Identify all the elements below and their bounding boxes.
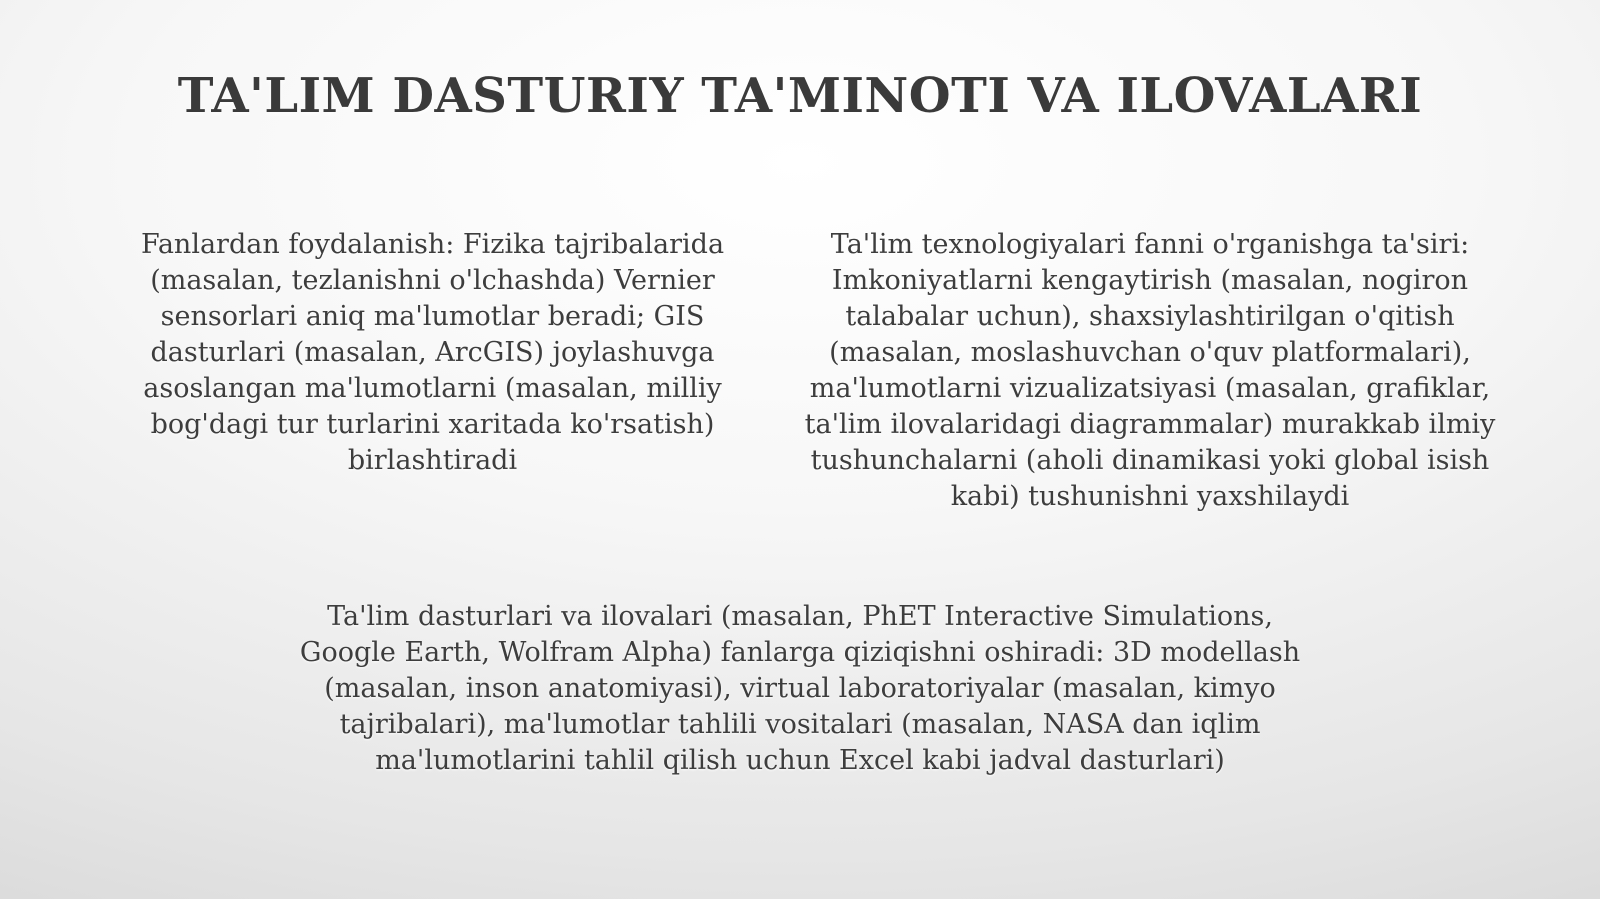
left-text-block: Fanlardan foydalanish: Fizika tajribalarida (masalan, tezlanishni o'lchashda) Vernier sensorlari aniq ma'lumotlar beradi; GIS dasturlari (masalan, ArcGIS) joylashuvga asoslangan ma'lumotlarni (masalan, milliy bog'dagi tur turlarini xaritada ko'rsatish) birlashtiradi bbox=[140, 229, 725, 476]
right-text-block: Ta'lim texnologiyalari fanni o'rganishga ta'siri: Imkoniyatlarni kengaytirish (masalan, nogiron talabalar uchun), shaxsiylashtirilgan o'qitish (masalan, moslashuvchan o'quv platformalari), ma'lumotlarni vizualizatsiyasi (masalan, grafiklar, ta'lim ilovalaridagi diagrammalar) murakkab ilmiy tushunchalarni (aholi dinamikasi yoki global isish kabi) tushunishni yaxshilaydi bbox=[804, 229, 1496, 512]
bottom-text-block: Ta'lim dasturlari va ilovalari (masalan, PhET Interactive Simulations, Google Earth, Wolfram Alpha) fanlarga qiziqishni oshiradi: 3D modellash (masalan, inson anatomiyasi), virtual laboratoriyalar (masalan, kimyo tajribalari), ma'lumotlar tahlili vositalari (masalan, NASA dan iqlim ma'lumotlarini tahlil qilish uchun Excel kabi jadval dasturlari) bbox=[299, 601, 1301, 776]
slide-title: TA'LIM DASTURIY TA'MINOTI VA ILOVALARI bbox=[177, 68, 1423, 124]
